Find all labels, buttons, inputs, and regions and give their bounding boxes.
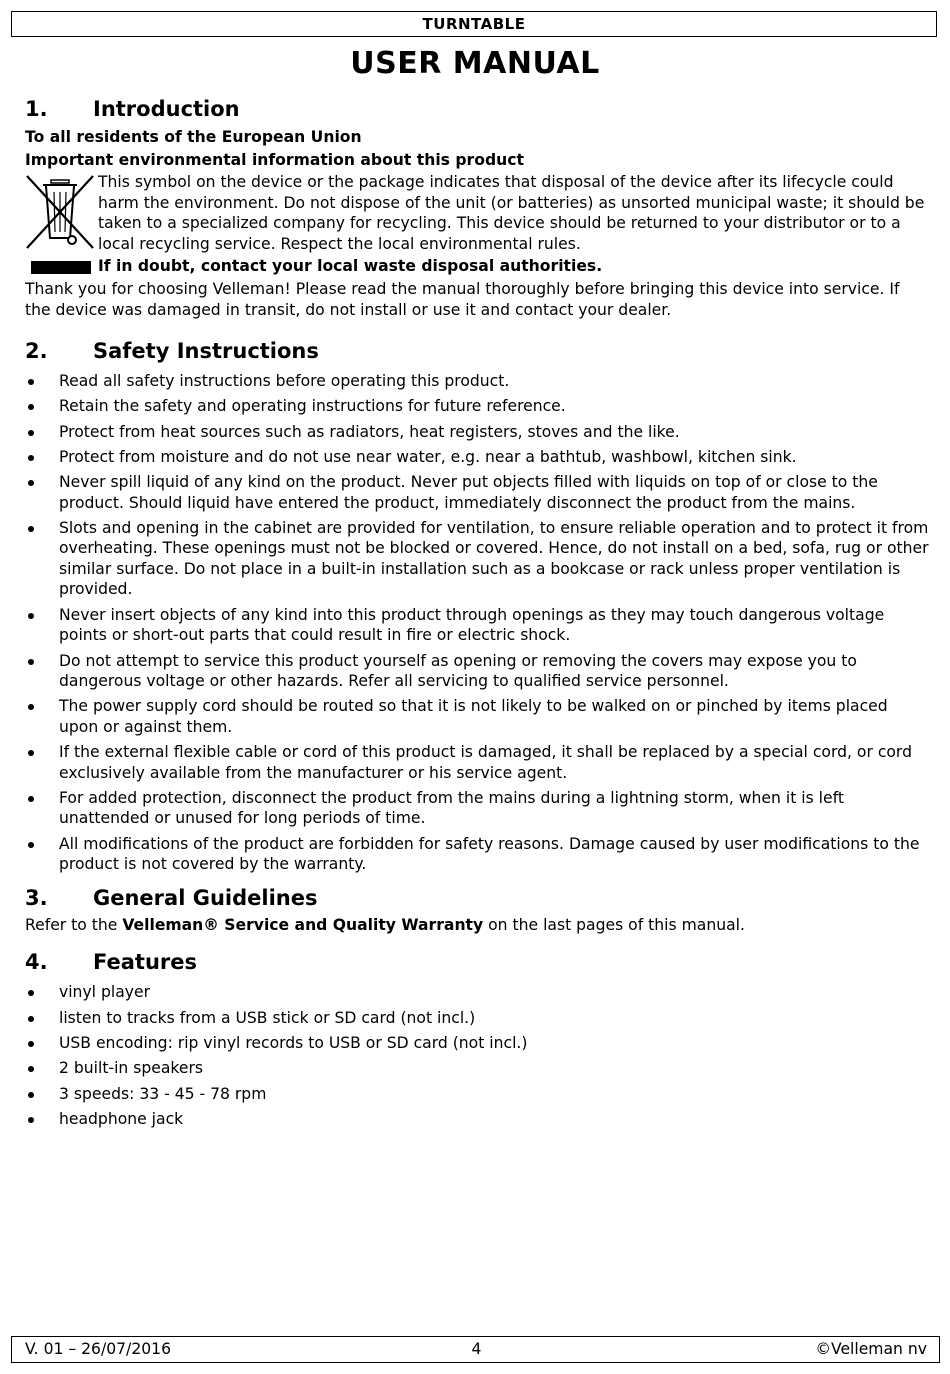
manual-content: [25, 92, 930, 1135]
thank-you-paragraph: Thank you for choosing Velleman! Please read the manual thoroughly before bringing this device into service. If the device was damaged in transit, do not install or use it and contact your dealer.: [25, 280, 900, 319]
section-number: 4.: [25, 950, 48, 975]
safety-instructions-list: [25, 371, 930, 875]
list-item: Retain the safety and operating instructions for future reference.: [25, 396, 930, 417]
list-item: listen to tracks from a USB stick or SD card (not incl.): [25, 1008, 930, 1029]
section-title: Introduction: [93, 97, 240, 121]
section-number: 1.: [25, 97, 48, 121]
weee-notice: [25, 172, 930, 279]
weee-contact-authorities: [98, 254, 930, 279]
eu-residents-subheading: To all residents of the European Union: [25, 128, 362, 146]
product-name: TURNTABLE: [422, 15, 526, 33]
env-info-subheading: Important environmental information about this product: [25, 151, 524, 169]
list-item: headphone jack: [25, 1109, 930, 1130]
list-item: vinyl player: [25, 982, 930, 1003]
list-item: USB encoding: rip vinyl records to USB or SD card (not incl.): [25, 1033, 930, 1054]
list-item: Read all safety instructions before operating this product.: [25, 371, 930, 392]
page-title: USER MANUAL: [350, 46, 600, 81]
list-item: For added protection, disconnect the product from the mains during a lightning storm, when it is left unattended or unused for long periods of time.: [25, 788, 930, 829]
section-title: Features: [93, 950, 197, 975]
document-header-box: [11, 11, 937, 37]
list-item: Never spill liquid of any kind on the product. Never put objects filled with liquids on top of or close to the product. Should liquid have entered the product, immediately disconnect the product from the mains.: [25, 472, 930, 513]
section-heading-features: [25, 945, 930, 979]
section-heading-introduction: [25, 92, 930, 126]
features-list: [25, 982, 930, 1129]
list-item: All modifications of the product are forbidden for safety reasons. Damage caused by user modifications to the product is not covered by the warranty.: [25, 834, 930, 875]
section-heading-guidelines: [25, 881, 930, 915]
list-item: 2 built-in speakers: [25, 1058, 930, 1079]
section-number: 3.: [25, 885, 48, 910]
warranty-reference: Velleman® Service and Quality Warranty: [122, 915, 484, 934]
version-date: V. 01 – 26/07/2016: [25, 1340, 172, 1358]
section-heading-safety: [25, 334, 930, 368]
list-item: If the external flexible cable or cord of this product is damaged, it shall be replaced by a special cord, or cord exclusively available from the manufacturer or his service agent.: [25, 742, 930, 783]
list-item: 3 speeds: 33 - 45 - 78 rpm: [25, 1084, 930, 1105]
section-number: 2.: [25, 339, 48, 363]
list-item: Protect from moisture and do not use near water, e.g. near a bathtub, washbowl, kitchen sink.: [25, 447, 930, 468]
section-title: Safety Instructions: [93, 339, 319, 363]
list-item: Slots and opening in the cabinet are provided for ventilation, to ensure reliable operation and to protect it from overheating. These openings must not be blocked or covered. Hence, do not install on a bed, sofa, rug or other similar surface. Do not place in a built-in installation such as a bookcase or rack unless proper ventilation is provided.: [25, 518, 930, 600]
list-item: The power supply cord should be routed so that it is not likely to be walked on or pinched by items placed upon or against them.: [25, 696, 930, 737]
weee-black-bar: [31, 261, 91, 274]
list-item: Protect from heat sources such as radiators, heat registers, stoves and the like.: [25, 422, 930, 443]
list-item: Never insert objects of any kind into this product through openings as they may touch dangerous voltage points or short-out parts that could result in fire or electric shock.: [25, 605, 930, 646]
guidelines-paragraph: [25, 915, 930, 936]
crossed-out-wheelie-bin-icon: [25, 174, 95, 252]
section-title: General Guidelines: [93, 885, 318, 910]
copyright: ©Velleman nv: [815, 1340, 927, 1358]
page-number: 4: [471, 1340, 482, 1358]
list-item: Do not attempt to service this product yourself as opening or removing the covers may expose you to dangerous voltage or other hazards. Refer all servicing to qualified service personnel.: [25, 651, 930, 692]
weee-contact-text: If in doubt, contact your local waste disposal authorities.: [98, 257, 603, 275]
guidelines-text-pre: Refer to the: [25, 915, 123, 934]
document-footer: [11, 1336, 940, 1363]
weee-disposal-text: This symbol on the device or the package indicates that disposal of the device after its lifecycle could harm the environment. Do not dispose of the unit (or batteries) as unsorted municipal waste; it should be taken to a specialized company for recycling. This device should be returned to your distributor or to a local recycling service. Respect the local environmental rules.: [98, 173, 925, 253]
guidelines-text-post: on the last pages of this manual.: [483, 915, 745, 934]
